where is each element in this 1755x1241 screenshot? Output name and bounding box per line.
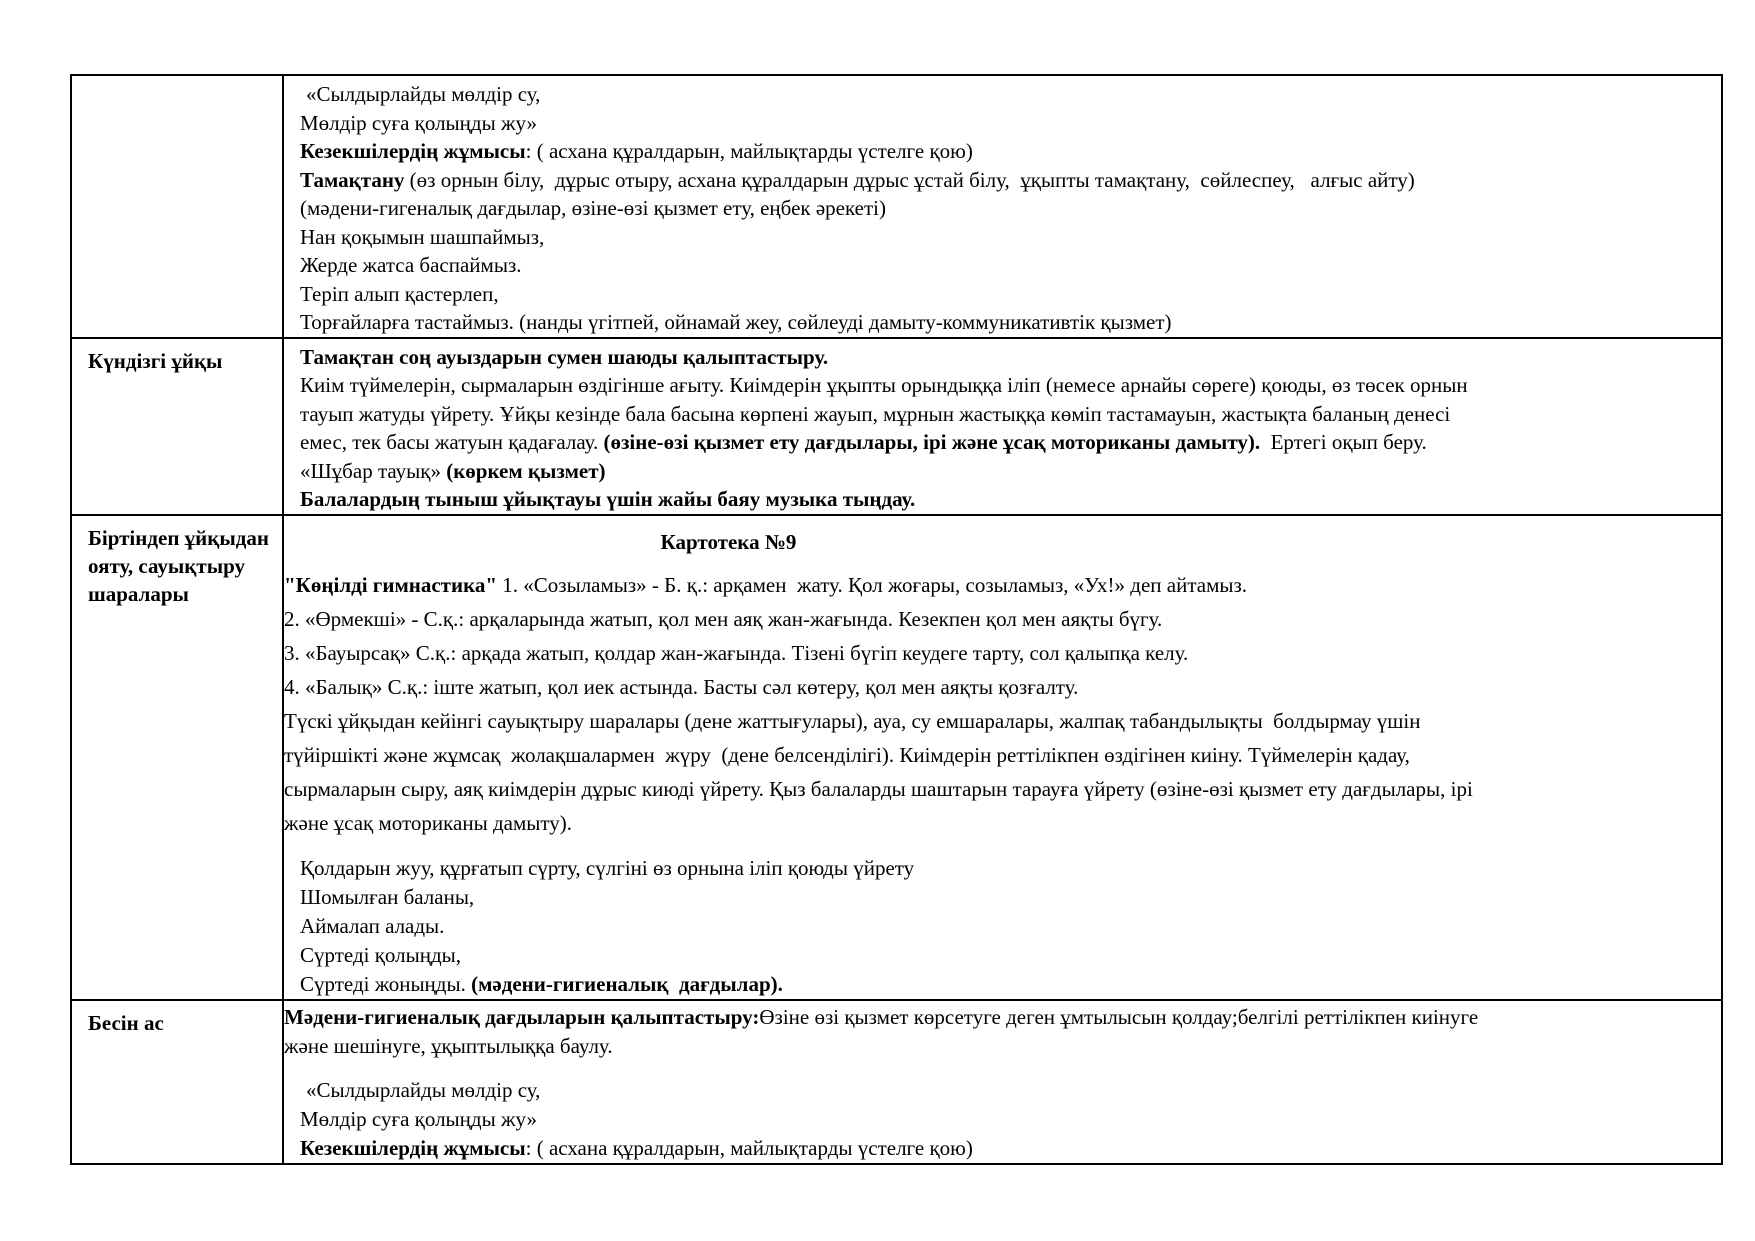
text-line: Жерде жатса баспаймыз. (300, 253, 522, 277)
row-label: Күндізгі ұйқы (71, 338, 283, 515)
text-line: Кезекшілердің жұмысы: ( асхана құралдарын, майлықтарды үстелге қою) (300, 139, 973, 163)
text-line: Торғайларға тастаймыз. (нанды үгітпей, ойнамай жеу, сөйлеуді дамыту-коммуникативтік қызмет) (300, 310, 1172, 334)
text-line: Мөлдір суға қолыңды жу» (300, 1106, 537, 1131)
text-line: Тамақтан соң ауыздарын сумен шаюды қалыптастыру. (300, 344, 829, 369)
text-line: Сүртеді жоныңды. (мәдени-гигиеналық дағдылар). (300, 971, 783, 996)
row-label (71, 75, 283, 338)
text-line: «Сылдырлайды мөлдір су, (306, 1077, 541, 1102)
row-content (283, 75, 1722, 338)
text-line: Қолдарын жуу, құрғатып сүрту, сүлгіні өз орнына іліп қоюды үйрету (300, 855, 915, 880)
table-row (71, 75, 1722, 338)
text-line: тауып жатуды үйрету. Ұйқы кезінде бала басына көрпені жауып, мұрнын жастыққа көміп тастамауын, жастықта баланың денесі (300, 401, 1451, 426)
table-row (71, 1000, 1722, 1164)
text-line: емес, тек басы жатуын қадағалау. (өзіне-өзі қызмет ету дағдылары, ірі және ұсақ моториканы дамыту). Ертегі оқып беру. (300, 430, 1427, 454)
row-content (283, 338, 1722, 515)
text-line: Балалардың тыныш ұйықтауы үшін жайы баяу музыка тыңдау. (300, 487, 916, 511)
text-line: 4. «Балық» С.қ.: іште жатып, қол иек астында. Басты сәл көтеру, қол мен аяқты қозғалту. (284, 674, 1079, 699)
text-line: және ұсақ моториканы дамыту). (284, 810, 572, 835)
text-line: Киім түймелерін, сырмаларын өздігінше ағыту. Киімдерін ұқыпты орындыққа іліп (немесе арнайы сөреге) қоюды, өз төсек орнын (300, 373, 1468, 397)
text-line: түйіршікті және жұмсақ жолақшалармен жүру (дене белсенділігі). Киімдерін реттілікпен өздігінен киіну. Түймелерін қадау, (284, 742, 1410, 767)
card-title: Картотека №9 (660, 529, 797, 554)
row-content (283, 1000, 1722, 1164)
text-line: "Көңілді гимнастика" 1. «Созыламыз» - Б. қ.: арқамен жату. Қол жоғары, созыламыз, «Ух!» деп айтамыз. (284, 572, 1248, 597)
text-line: «Шұбар тауық» (көркем қызмет) (300, 458, 606, 483)
daily-plan-table (70, 74, 1723, 1165)
text-line: Мәдени-гигиеналық дағдыларын қалыптастыру:Өзіне өзі қызмет көрсетуге деген ұмтылысын қолдау;белгілі реттілікпен киінуге (284, 1004, 1479, 1029)
text-line: Аймалап алады. (300, 913, 445, 938)
text-line: сырмаларын сыру, аяқ киімдерін дұрыс киюді үйрету. Қыз балаларды шаштарын тарауға үйрету (өзіне-өзі қызмет ету дағдылары, ірі (284, 776, 1473, 801)
text-line: Шомылған баланы, (300, 884, 475, 909)
text-line: Түскі ұйқыдан кейінгі сауықтыру шаралары (дене жаттығулары), ауа, су емшаралары, жалпақ табандылықты болдырмау үшін (284, 708, 1421, 733)
text-line: Тамақтану (өз орнын білу, дұрыс отыру, асхана құралдарын дұрыс ұстай білу, ұқыпты тамақтану, сөйлеспеу, алғыс айту) (300, 167, 1415, 192)
text-line: Кезекшілердің жұмысы: ( асхана құралдарын, майлықтарды үстелге қою) (300, 1135, 973, 1160)
text-line: (мәдени-гигеналық дағдылар, өзіне-өзі қызмет ету, еңбек әрекеті) (300, 196, 887, 220)
row-content (283, 515, 1722, 1000)
text-line: «Сылдырлайды мөлдір су, (306, 82, 541, 106)
text-line: Сүртеді қолыңды, (300, 942, 462, 967)
row-label: Бесін ас (71, 1000, 283, 1164)
table-row (71, 338, 1722, 515)
text-line: Нан қоқымын шашпаймыз, (300, 224, 545, 249)
text-line: 2. «Өрмекші» - С.қ.: арқаларында жатып, қол мен аяқ жан-жағында. Кезекпен қол мен аяқты бүгу. (284, 606, 1163, 631)
text-line: Теріп алып қастерлеп, (300, 281, 499, 306)
row-label: Біртіндеп ұйқыдан ояту, сауықтыру шаралары (71, 515, 283, 1000)
text-line: және шешінуге, ұқыптылыққа баулу. (284, 1033, 613, 1058)
table-row (71, 515, 1722, 1000)
text-line: 3. «Бауырсақ» С.қ.: арқада жатып, қолдар жан-жағында. Тізені бүгіп кеудеге тарту, сол қалыпқа келу. (284, 640, 1189, 665)
text-line: Мөлдір суға қолыңды жу» (300, 110, 537, 135)
